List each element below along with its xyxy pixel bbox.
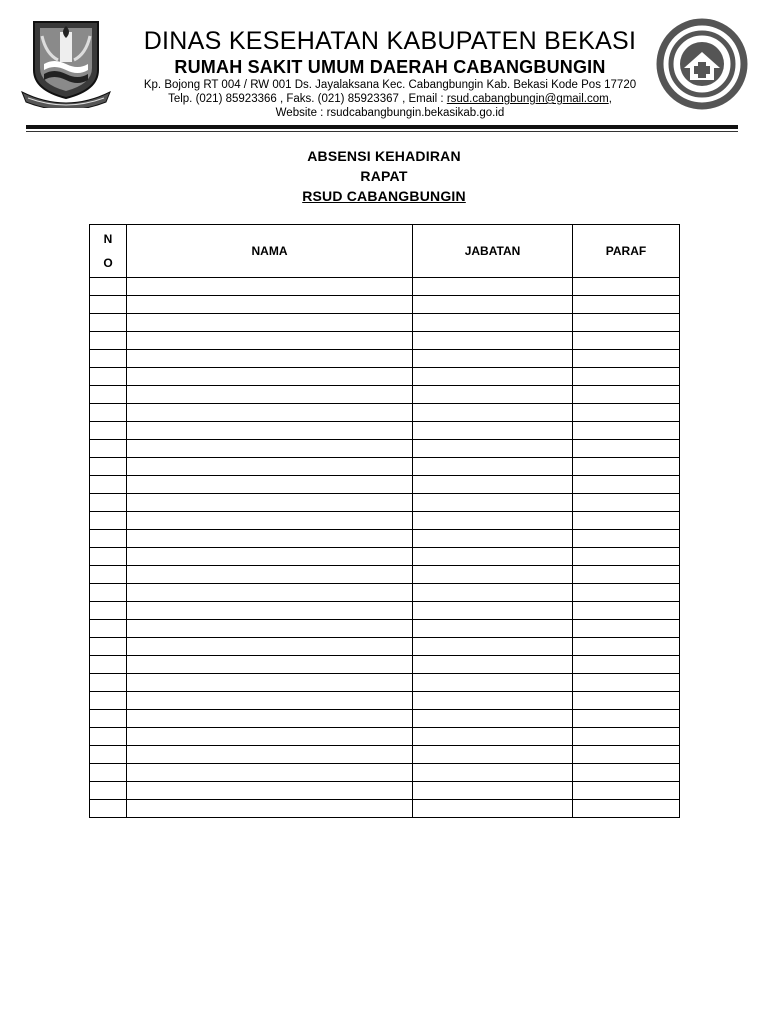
title-line-1: ABSENSI KEHADIRAN bbox=[307, 148, 461, 164]
cell-jabatan[interactable] bbox=[413, 620, 573, 638]
attendance-table bbox=[89, 224, 680, 818]
cell-paraf[interactable] bbox=[573, 764, 680, 782]
cell-jabatan[interactable] bbox=[413, 602, 573, 620]
cell-nama[interactable] bbox=[127, 440, 413, 458]
cell-nama[interactable] bbox=[127, 422, 413, 440]
cell-paraf[interactable] bbox=[573, 314, 680, 332]
table-row bbox=[90, 548, 680, 566]
cell-jabatan[interactable] bbox=[413, 584, 573, 602]
cell-paraf[interactable] bbox=[573, 746, 680, 764]
cell-no[interactable] bbox=[90, 494, 127, 512]
table-row bbox=[90, 584, 680, 602]
cell-nama[interactable] bbox=[127, 602, 413, 620]
cell-jabatan[interactable] bbox=[413, 494, 573, 512]
cell-jabatan[interactable] bbox=[413, 728, 573, 746]
cell-paraf[interactable] bbox=[573, 656, 680, 674]
cell-nama[interactable] bbox=[127, 764, 413, 782]
cell-no[interactable] bbox=[90, 530, 127, 548]
table-row bbox=[90, 746, 680, 764]
cell-paraf[interactable] bbox=[573, 368, 680, 386]
table-row bbox=[90, 422, 680, 440]
cell-jabatan[interactable] bbox=[413, 692, 573, 710]
cell-paraf[interactable] bbox=[573, 548, 680, 566]
table-header-row bbox=[90, 225, 680, 278]
table-row bbox=[90, 476, 680, 494]
cell-paraf[interactable] bbox=[573, 512, 680, 530]
cell-jabatan[interactable] bbox=[413, 512, 573, 530]
cell-paraf[interactable] bbox=[573, 332, 680, 350]
cell-paraf[interactable] bbox=[573, 404, 680, 422]
cell-jabatan[interactable] bbox=[413, 278, 573, 296]
cell-jabatan[interactable] bbox=[413, 656, 573, 674]
cell-jabatan[interactable] bbox=[413, 746, 573, 764]
cell-paraf[interactable] bbox=[573, 674, 680, 692]
table-row bbox=[90, 350, 680, 368]
cell-no[interactable] bbox=[90, 746, 127, 764]
cell-nama[interactable] bbox=[127, 512, 413, 530]
cell-paraf[interactable] bbox=[573, 476, 680, 494]
column-header-no-line-2: O bbox=[103, 256, 113, 270]
table-row bbox=[90, 764, 680, 782]
table-row bbox=[90, 296, 680, 314]
cell-paraf[interactable] bbox=[573, 386, 680, 404]
website-line: Website : rsudcabangbungin.bekasikab.go.id bbox=[275, 107, 505, 119]
cell-nama[interactable] bbox=[127, 476, 413, 494]
cell-nama[interactable] bbox=[127, 782, 413, 800]
cell-jabatan[interactable] bbox=[413, 548, 573, 566]
table-row bbox=[90, 656, 680, 674]
cell-nama[interactable] bbox=[127, 458, 413, 476]
table-row bbox=[90, 566, 680, 584]
cell-nama[interactable] bbox=[127, 368, 413, 386]
phone-fax-text: Telp. (021) 85923366 , Faks. (021) 85923367 , Email : bbox=[168, 93, 447, 105]
cell-paraf[interactable] bbox=[573, 440, 680, 458]
cell-paraf[interactable] bbox=[573, 620, 680, 638]
cell-jabatan[interactable] bbox=[413, 422, 573, 440]
cell-no[interactable] bbox=[90, 278, 127, 296]
table-row bbox=[90, 782, 680, 800]
cell-nama[interactable] bbox=[127, 386, 413, 404]
cell-no[interactable] bbox=[90, 386, 127, 404]
cell-no[interactable] bbox=[90, 332, 127, 350]
table-row bbox=[90, 692, 680, 710]
contact-suffix: , bbox=[608, 93, 612, 105]
column-header-paraf: PARAF bbox=[573, 225, 680, 278]
table-row bbox=[90, 512, 680, 530]
cell-nama[interactable] bbox=[127, 530, 413, 548]
cell-nama[interactable] bbox=[127, 548, 413, 566]
cell-paraf[interactable] bbox=[573, 350, 680, 368]
cell-no[interactable] bbox=[90, 674, 127, 692]
cell-no[interactable] bbox=[90, 440, 127, 458]
cell-paraf[interactable] bbox=[573, 782, 680, 800]
cell-no[interactable] bbox=[90, 476, 127, 494]
cell-jabatan[interactable] bbox=[413, 764, 573, 782]
table-row bbox=[90, 314, 680, 332]
table-row bbox=[90, 674, 680, 692]
cell-no[interactable] bbox=[90, 656, 127, 674]
cell-nama[interactable] bbox=[127, 710, 413, 728]
cell-no[interactable] bbox=[90, 728, 127, 746]
bekasi-regency-crest-icon bbox=[20, 18, 112, 108]
column-header-no bbox=[90, 225, 127, 278]
cell-no[interactable] bbox=[90, 314, 127, 332]
cell-jabatan[interactable] bbox=[413, 440, 573, 458]
cell-jabatan[interactable] bbox=[413, 314, 573, 332]
agency-name: DINAS KESEHATAN KABUPATEN BEKASI bbox=[143, 27, 637, 55]
table-row bbox=[90, 458, 680, 476]
cell-jabatan[interactable] bbox=[413, 332, 573, 350]
cell-jabatan[interactable] bbox=[413, 386, 573, 404]
cell-no[interactable] bbox=[90, 512, 127, 530]
cell-paraf[interactable] bbox=[573, 602, 680, 620]
cell-nama[interactable] bbox=[127, 566, 413, 584]
title-line-3: RSUD CABANGBUNGIN bbox=[302, 188, 466, 204]
table-row bbox=[90, 800, 680, 818]
cell-paraf[interactable] bbox=[573, 278, 680, 296]
cell-no[interactable] bbox=[90, 548, 127, 566]
table-row bbox=[90, 638, 680, 656]
table-row bbox=[90, 530, 680, 548]
cell-jabatan[interactable] bbox=[413, 710, 573, 728]
cell-jabatan[interactable] bbox=[413, 782, 573, 800]
cell-nama[interactable] bbox=[127, 620, 413, 638]
contact-line bbox=[110, 92, 670, 106]
cell-no[interactable] bbox=[90, 692, 127, 710]
cell-paraf[interactable] bbox=[573, 584, 680, 602]
cell-no[interactable] bbox=[90, 296, 127, 314]
cell-nama[interactable] bbox=[127, 314, 413, 332]
cell-nama[interactable] bbox=[127, 692, 413, 710]
cell-nama[interactable] bbox=[127, 494, 413, 512]
cell-paraf[interactable] bbox=[573, 566, 680, 584]
cell-paraf[interactable] bbox=[573, 692, 680, 710]
cell-no[interactable] bbox=[90, 602, 127, 620]
cell-paraf[interactable] bbox=[573, 296, 680, 314]
cell-nama[interactable] bbox=[127, 278, 413, 296]
table-row bbox=[90, 494, 680, 512]
cell-jabatan[interactable] bbox=[413, 476, 573, 494]
cell-no[interactable] bbox=[90, 566, 127, 584]
cell-paraf[interactable] bbox=[573, 638, 680, 656]
cell-paraf[interactable] bbox=[573, 530, 680, 548]
cell-no[interactable] bbox=[90, 422, 127, 440]
header-divider-thick bbox=[26, 125, 738, 129]
cell-paraf[interactable] bbox=[573, 458, 680, 476]
cell-jabatan[interactable] bbox=[413, 296, 573, 314]
cell-nama[interactable] bbox=[127, 674, 413, 692]
table-row bbox=[90, 332, 680, 350]
cell-jabatan[interactable] bbox=[413, 458, 573, 476]
cell-no[interactable] bbox=[90, 404, 127, 422]
cell-no[interactable] bbox=[90, 584, 127, 602]
letterhead bbox=[110, 26, 670, 120]
column-header-nama: NAMA bbox=[127, 225, 413, 278]
cell-no[interactable] bbox=[90, 782, 127, 800]
table-row bbox=[90, 404, 680, 422]
cell-no[interactable] bbox=[90, 764, 127, 782]
cell-nama[interactable] bbox=[127, 746, 413, 764]
cell-jabatan[interactable] bbox=[413, 566, 573, 584]
table-row bbox=[90, 278, 680, 296]
table-row bbox=[90, 620, 680, 638]
cell-nama[interactable] bbox=[127, 728, 413, 746]
cell-no[interactable] bbox=[90, 710, 127, 728]
address-line: Kp. Bojong RT 004 / RW 001 Ds. Jayalaksana Kec. Cabangbungin Kab. Bekasi Kode Pos 17720 bbox=[143, 79, 637, 91]
table-row bbox=[90, 602, 680, 620]
hospital-cross-emblem-icon bbox=[652, 18, 752, 110]
cell-nama[interactable] bbox=[127, 656, 413, 674]
cell-jabatan[interactable] bbox=[413, 674, 573, 692]
cell-nama[interactable] bbox=[127, 296, 413, 314]
cell-no[interactable] bbox=[90, 620, 127, 638]
table-row bbox=[90, 440, 680, 458]
cell-nama[interactable] bbox=[127, 404, 413, 422]
table-row bbox=[90, 368, 680, 386]
column-header-no-line-1: N bbox=[103, 232, 113, 246]
cell-paraf[interactable] bbox=[573, 728, 680, 746]
cell-nama[interactable] bbox=[127, 584, 413, 602]
cell-jabatan[interactable] bbox=[413, 350, 573, 368]
cell-no[interactable] bbox=[90, 368, 127, 386]
cell-no[interactable] bbox=[90, 350, 127, 368]
cell-nama[interactable] bbox=[127, 332, 413, 350]
cell-no[interactable] bbox=[90, 800, 127, 818]
table-row bbox=[90, 386, 680, 404]
hospital-name: RUMAH SAKIT UMUM DAERAH CABANGBUNGIN bbox=[174, 57, 606, 77]
cell-no[interactable] bbox=[90, 638, 127, 656]
cell-nama[interactable] bbox=[127, 800, 413, 818]
cell-jabatan[interactable] bbox=[413, 368, 573, 386]
table-row bbox=[90, 728, 680, 746]
title-line-2: RAPAT bbox=[360, 168, 408, 184]
cell-jabatan[interactable] bbox=[413, 530, 573, 548]
cell-jabatan[interactable] bbox=[413, 404, 573, 422]
document-title bbox=[0, 146, 768, 206]
cell-paraf[interactable] bbox=[573, 422, 680, 440]
cell-no[interactable] bbox=[90, 458, 127, 476]
cell-paraf[interactable] bbox=[573, 800, 680, 818]
table-row bbox=[90, 710, 680, 728]
cell-jabatan[interactable] bbox=[413, 800, 573, 818]
header-divider-thin bbox=[26, 131, 738, 132]
column-header-jabatan: JABATAN bbox=[413, 225, 573, 278]
cell-jabatan[interactable] bbox=[413, 638, 573, 656]
cell-nama[interactable] bbox=[127, 350, 413, 368]
cell-paraf[interactable] bbox=[573, 494, 680, 512]
cell-paraf[interactable] bbox=[573, 710, 680, 728]
table-body bbox=[90, 278, 680, 818]
cell-nama[interactable] bbox=[127, 638, 413, 656]
email-link[interactable]: rsud.cabangbungin@gmail.com bbox=[446, 93, 609, 105]
